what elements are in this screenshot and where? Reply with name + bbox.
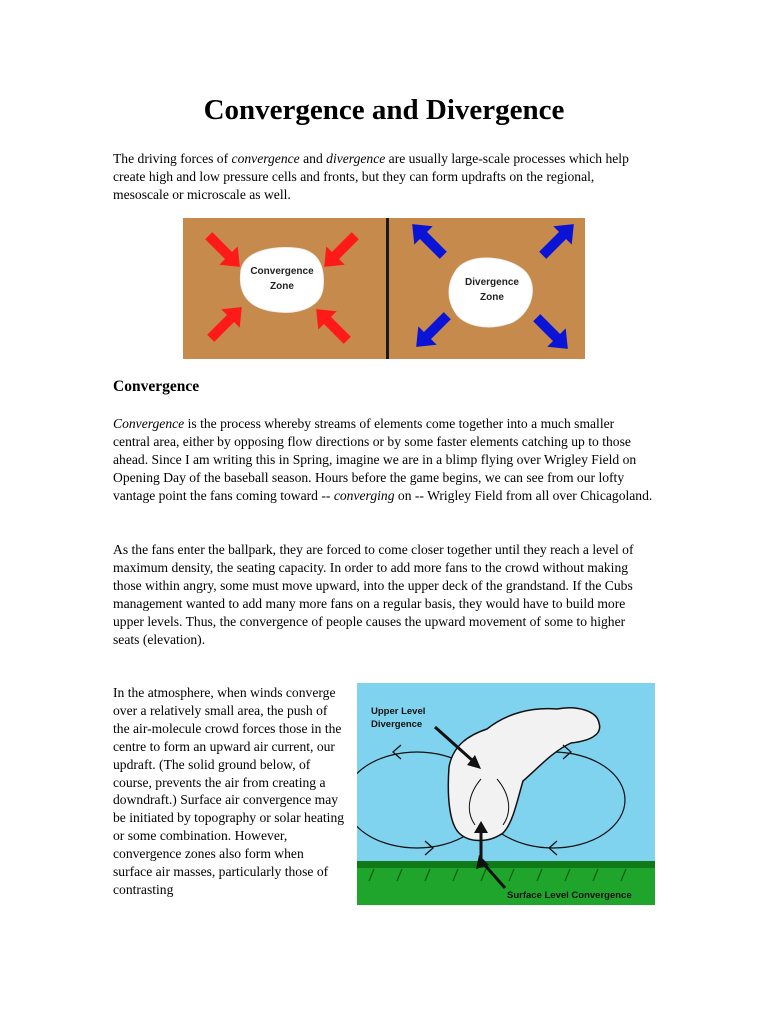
- updraft-diagram: [357, 683, 655, 905]
- upper-level-label-line2: Divergence: [371, 719, 423, 730]
- convergence-divergence-figure: [183, 218, 585, 359]
- convergence-zone-blob: [240, 248, 323, 313]
- divergence-zone-label-line1: Divergence: [465, 277, 519, 288]
- convergence-paragraph-2: As the fans enter the ballpark, they are forced to come closer together until they reach a level of maximum density, the seating capacity. In order to add more fans to the crowd without making those within angry, some must move upward, into the upper deck of the grandstand. If the Cubs management wanted to add many more fans on a regular basis, they would have to build more upper levels. Thus, the convergence of people causes the upward movement of some to higher seats (elevation).: [113, 542, 634, 647]
- section-heading-convergence: Convergence: [113, 378, 200, 395]
- convergence-paragraph-1: [113, 415, 653, 505]
- divergence-zone-label-line2: Zone: [480, 292, 504, 303]
- para1-text: on -- Wrigley Field from all over Chicagoland.: [394, 487, 653, 503]
- intro-emphasis-divergence: divergence: [326, 151, 386, 166]
- intro-text: are usually large-scale processes which help create high and low pressure cells and fronts, but they can form updrafts on the regional, mesoscale or microscale as well.: [113, 151, 629, 202]
- intro-text: The driving forces of: [113, 151, 232, 166]
- intro-paragraph: [113, 150, 653, 204]
- intro-text: and: [299, 151, 327, 166]
- surface-level-label: Surface Level Convergence: [507, 890, 632, 901]
- para1-text: is the process whereby streams of elements come together into a much smaller central area, either by opposing flow directions or by some faster elements catching up to those ahead. Since I am writing this in Spring, imagine we are in a blimp flying over Wrigley Field on Opening Day of the baseball season. Hours before the game begins, we can see from our lofty vantage point the fans coming toward --: [113, 416, 637, 503]
- atmosphere-paragraph: In the atmosphere, when winds converge over a relatively small area, the push of the air-molecule crowd forces those in the centre to form an upward air current, our updraft. (The solid ground below, of course, prevents the air from creating a downdraft.) Surface air convergence may be initiated by topography or solar heating or some combination. However, convergence zones also form when surface air masses, particularly those of contrasting: [113, 685, 345, 897]
- ground-surface-line: [357, 861, 655, 868]
- para1-emphasis: converging: [333, 487, 395, 503]
- convergence-zone-label-line1: Convergence: [250, 266, 314, 277]
- intro-emphasis-convergence: convergence: [231, 151, 300, 166]
- figure-divider: [386, 218, 389, 359]
- convergence-zone-label-line2: Zone: [270, 281, 294, 292]
- page-title: Convergence and Divergence: [203, 94, 565, 126]
- upper-level-label-line1: Upper Level: [371, 706, 426, 717]
- para1-emphasis: Convergence: [113, 416, 185, 431]
